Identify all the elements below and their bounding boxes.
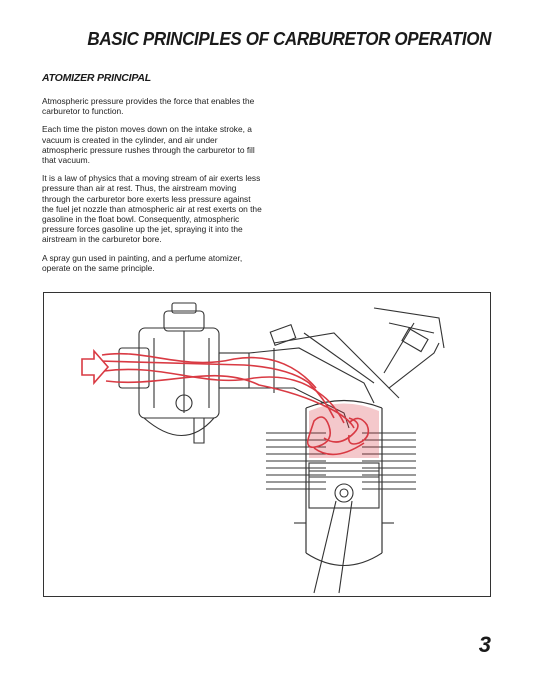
carburetor-body [119, 303, 249, 443]
body-text [42, 96, 264, 281]
cylinder-head [270, 308, 444, 398]
paragraph-4: A spray gun used in painting, and a perfume atomizer, operate on the same principle. [42, 252, 243, 273]
page-number: 3 [478, 632, 491, 657]
paragraph-3: It is a law of physics that a moving stream of air exerts less pressure than air at rest. Thus, the airstream moving through the carburetor bore exerts less pressure against the fuel jet nozzle than atmospheric air at rest exerts on the gasoline in the float bowl. Consequently, atmospheric pressure forces gasoline up the jet, spraying it into the airstream in the carburetor bore. [42, 173, 262, 245]
engine-cutaway-drawing [44, 293, 490, 596]
page-title: BASIC PRINCIPLES OF CARBURETOR OPERATION [87, 28, 491, 49]
combustion-fill [309, 404, 379, 459]
carburetor-engine-illustration [43, 292, 491, 597]
section-heading: ATOMIZER PRINCIPAL [42, 72, 151, 84]
paragraph-1: Atmospheric pressure provides the force that enables the carburetor to function. [42, 96, 255, 117]
paragraph-2: Each time the piston moves down on the intake stroke, a vacuum is created in the cylinder, and air under atmospheric pressure rushes through the carburetor to fill that vacuum. [42, 124, 255, 166]
inlet-arrow-icon [82, 351, 108, 383]
